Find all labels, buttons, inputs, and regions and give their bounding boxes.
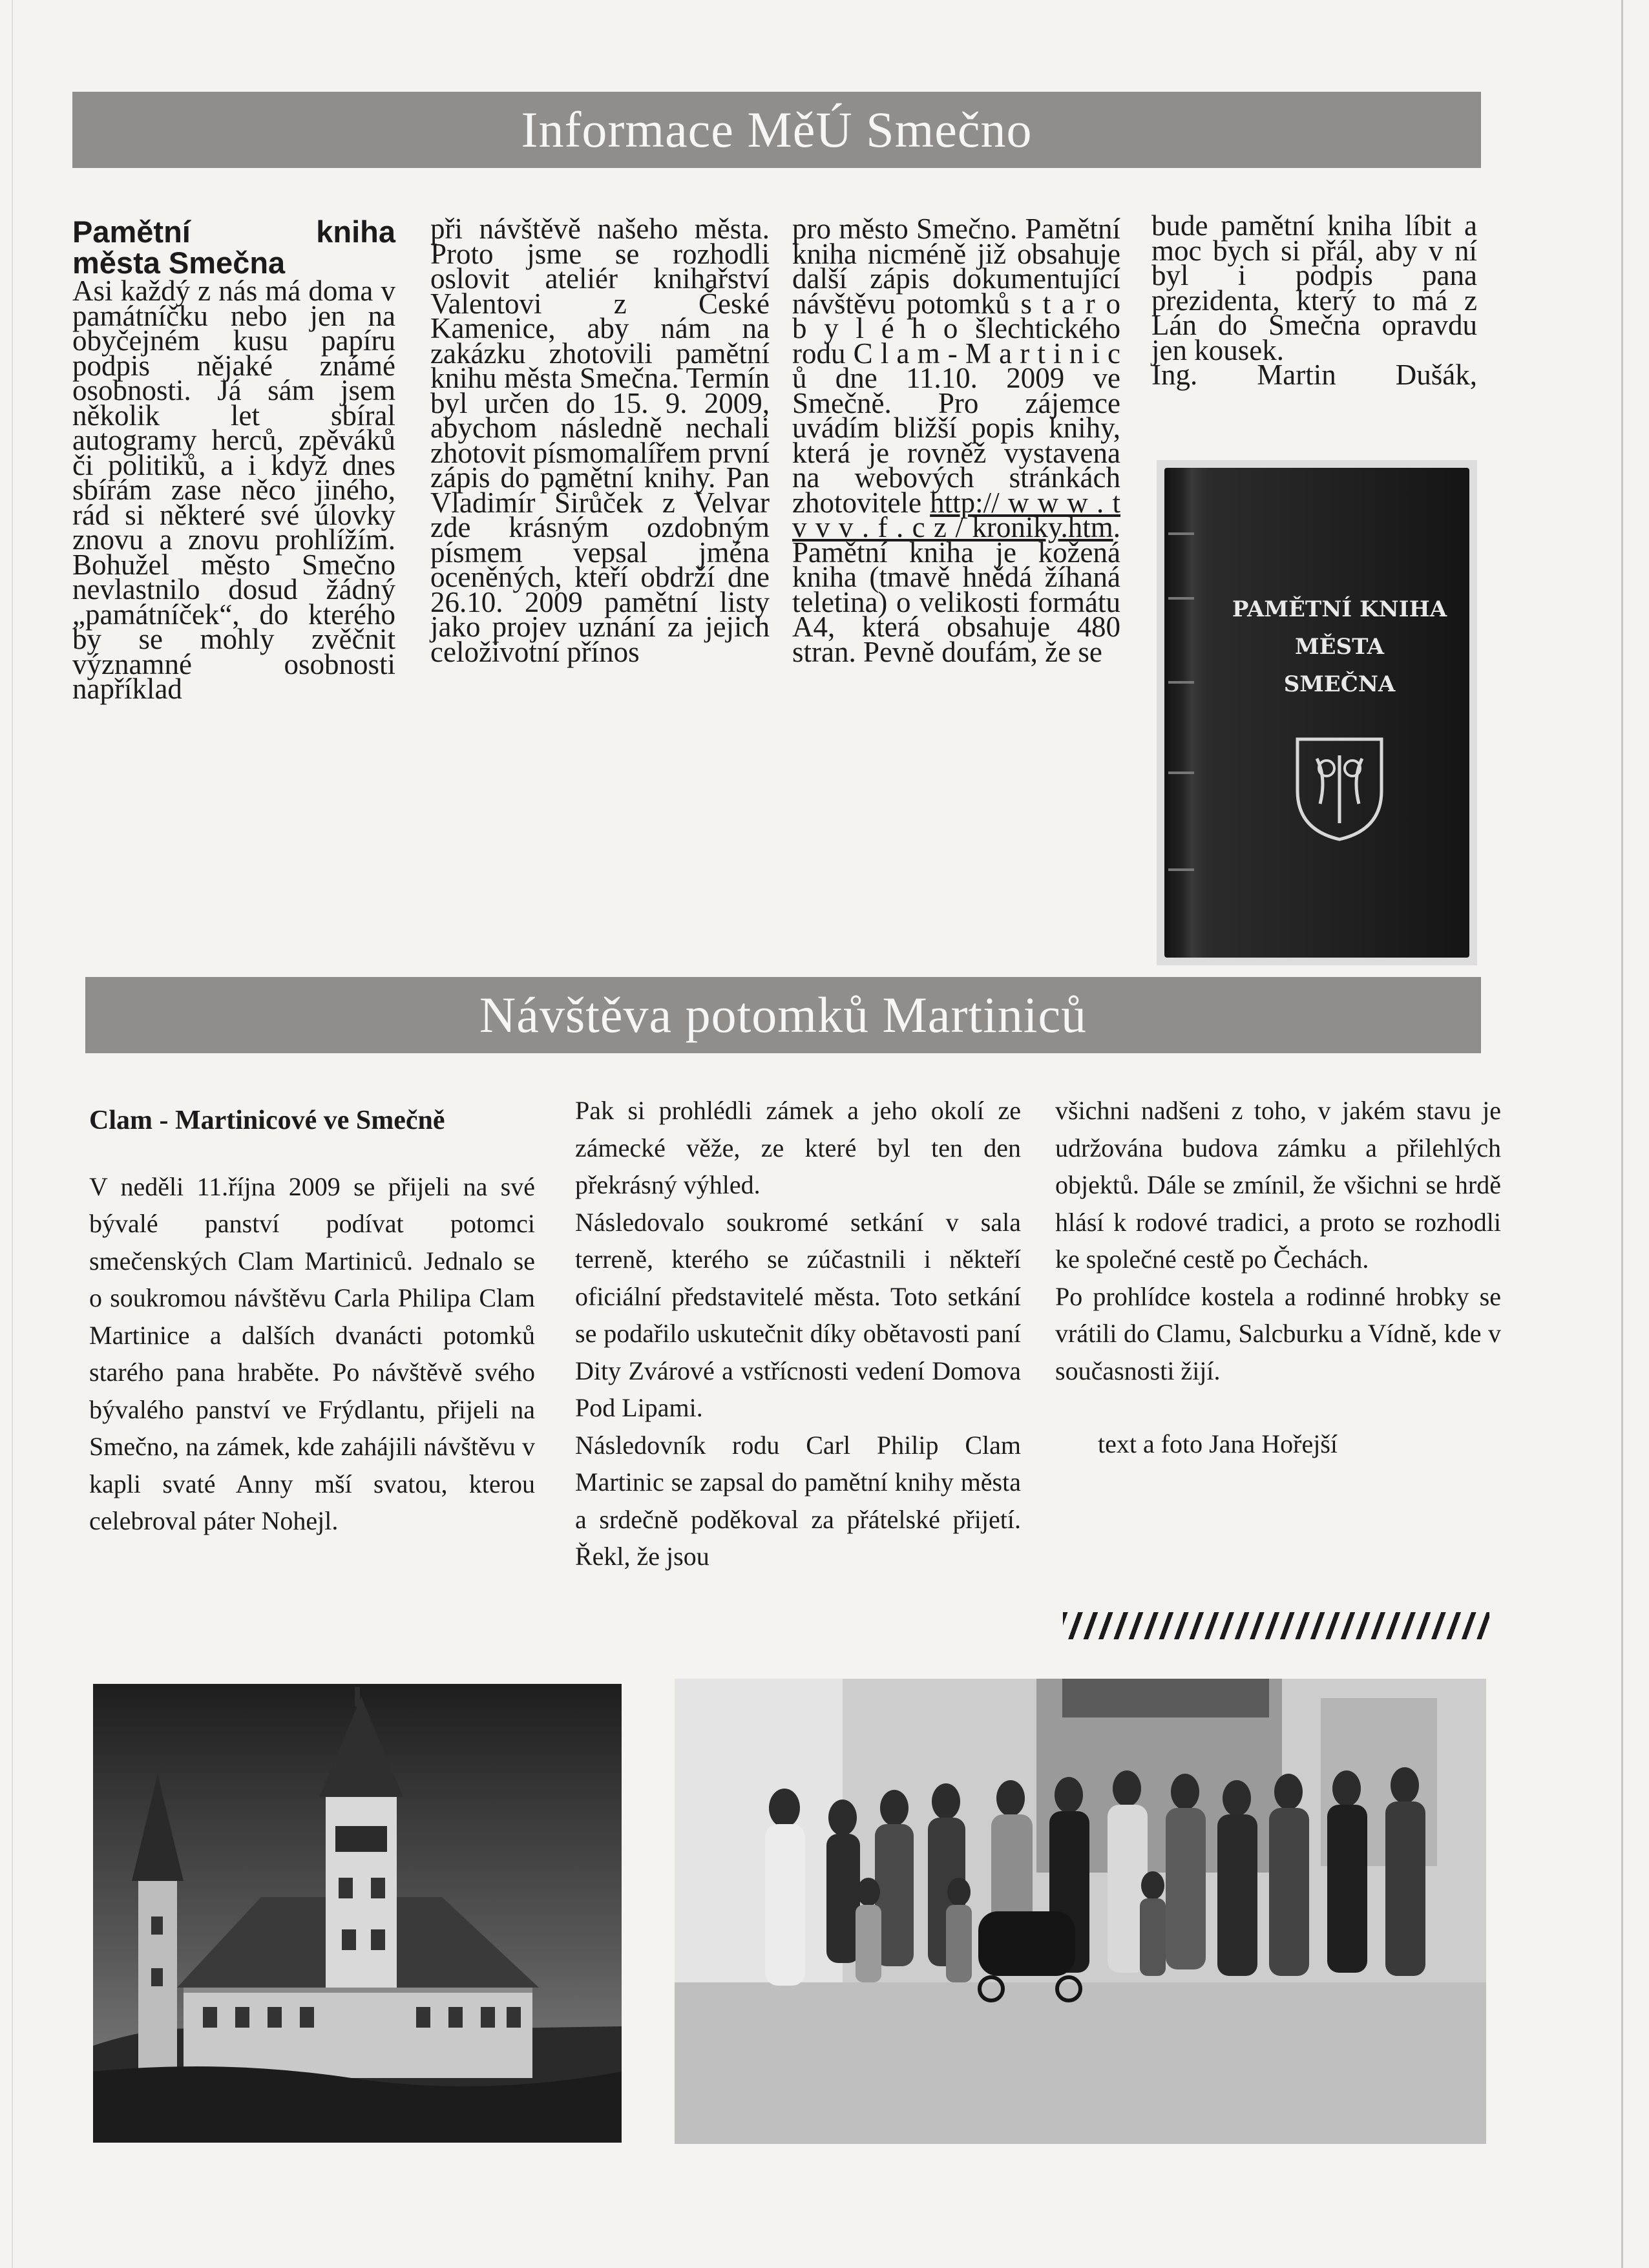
page-edge-left — [12, 0, 13, 2268]
group-photo — [675, 1679, 1486, 2144]
visit-paragraph: Následovalo soukromé setkání v sala terreně, kterého se zúčastnili i někteří oficiální představitelé města. Toto setkání se podařilo uskutečnit díky obětavosti paní Dity Zvárové a vstřícnosti vedení Domova Pod Lipami. — [575, 1207, 1021, 1422]
author-title: Ing. — [1151, 359, 1198, 391]
author-last-name: Dušák, — [1395, 359, 1477, 391]
column-3-text: pro město Smečno. Pamětní kniha nicméně již obsahuje další zápis dokumentující návštěvu potomků s t a r o b y l é h o šlechtického rodu C l a m - M a r t i n i c ů dne 11.10. 2009 ve Smečně. Pro zájemce uvádím bližší popis knihy, která je rovněž vystavena na webových stránkách zhotovitele — [792, 213, 1120, 519]
column-3-tail: . Pamětní kniha je kožená kniha (tmavě hnědá žíhaná teletina) o velikosti formátu A4, která obsahuje 480 stran. Pevně doufám, že se — [792, 511, 1120, 668]
heading-word-2: kniha — [316, 215, 395, 249]
visit-column-3 — [1055, 1092, 1501, 1463]
visit-paragraph: všichni nadšeni z toho, v jakém stavu je udržována budova zámku a přilehlých objektů. Dále se zmínil, že všichni se hrdě hlásí k rodové tradici, a proto se rozhodli ke společné cestě po Čechách. — [1055, 1096, 1501, 1274]
memorial-book-photo — [1157, 460, 1477, 965]
book-cover — [1164, 468, 1469, 958]
heading-word-1: Pamětní — [72, 215, 191, 249]
visit-paragraph: Následovník rodu Carl Philip Clam Martinic se zapsal do pamětní knihy města a srdečně poděkoval za přátelské přijetí. Řekl, že jsou — [575, 1430, 1021, 1571]
book-title-line: SMEČNA — [1283, 671, 1396, 697]
book-title-line: MĚSTA — [1295, 634, 1384, 660]
spine-mark — [1168, 681, 1194, 684]
author-first-name: Martin — [1257, 359, 1336, 391]
spine-mark — [1168, 597, 1194, 600]
section-banner-visit: Návštěva potomků Martiniců — [85, 977, 1481, 1053]
visit-paragraph: Po prohlídce kostela a rodinné hrobky se vrátili do Clamu, Salcburku a Vídně, kde v současnosti žijí. — [1055, 1281, 1501, 1385]
article-column-4 — [1151, 209, 1477, 391]
web-link[interactable]: http:// w w w . t v v v . f . c z / kroniky.htm — [792, 486, 1120, 543]
coat-of-arms-icon — [1291, 733, 1388, 843]
castle-image — [93, 1684, 622, 2143]
visit-column-1 — [89, 1102, 535, 1540]
page-edge-right — [1621, 0, 1623, 2268]
visit-column-2 — [575, 1092, 1021, 1575]
visit-paragraph: Pak si prohlédli zámek a jeho okolí ze zámecké věže, ze které byl ten den překrásný výhled. — [575, 1096, 1021, 1199]
group-image — [675, 1679, 1486, 2144]
article-heading — [72, 216, 395, 278]
spine-mark — [1168, 532, 1194, 535]
heading-line-2: města Smečna — [72, 246, 286, 280]
spine-mark — [1168, 868, 1194, 871]
photo-credit: text a foto Jana Hořejší — [1098, 1429, 1338, 1458]
article-column-3 — [792, 213, 1120, 668]
visit-heading: Clam - Martinicové ve Smečně — [89, 1106, 445, 1135]
article-column-1 — [72, 215, 395, 705]
article-column-2: při návštěvě našeho města. Proto jsme se rozhodli oslovit ateliér knihařství Valentovi z České Kamenice, aby nám na zakázku zhotovili pamětní knihu města Smečna. Termín byl určen do 15. 9. 2009, abychom následně nechali zhotovit písmomalířem první zápis do pamětní knihy. Pan Vladimír Širůček z Velvar zde krásným ozdobným písmem vepsal jména oceněných, kteří obdrží dne 26.10. 2009 pamětní listy jako projev uznání za jejich celoživotní přínos — [430, 213, 770, 668]
castle-photo — [93, 1684, 622, 2143]
column-4-text: bude pamětní kniha líbit a moc bych si přál, aby v ní byl i podpis pana prezidenta, který to má z Lán do Smečna opravdu jen kousek. — [1151, 209, 1477, 366]
author-line — [1151, 359, 1477, 391]
book-title — [1223, 591, 1456, 703]
book-title-line: PAMĚTNÍ KNIHA — [1232, 596, 1447, 622]
spine-mark — [1168, 772, 1194, 774]
visit-column-1-text: V neděli 11.října 2009 se přijeli na své bývalé panství podívat potomci smečenských Clam Martiniců. Jednalo se o soukromou návštěvu Carla Philipa Clam Martinice a dalších dvanácti potomků starého pana hraběte. Po návštěvě svého bývalého panství ve Frýdlantu, přijeli na Smečno, na zámek, kde zahájili návštěvu v kapli svaté Anny mší svatou, kterou celebroval páter Nohejl. — [89, 1171, 535, 1535]
section-banner-info: Informace MěÚ Smečno — [72, 92, 1481, 168]
column-1-text: Asi každý z nás má doma v památníčku nebo jen na obyčejném kusu papíru podpis nějaké známé osobnosti. Já sám jsem několik let sbíral autogramy herců, zpěváků či politiků, a i když dnes sbírám zase něco jiného, rád si některé své úlovky znovu a znovu prohlížím. Bohužel město Smečno nevlastnilo dosud žádný „památníček“, do kterého by se mohly zvěčnit významné osobnosti například — [72, 275, 395, 705]
decorative-hatch-divider — [1063, 1612, 1489, 1639]
